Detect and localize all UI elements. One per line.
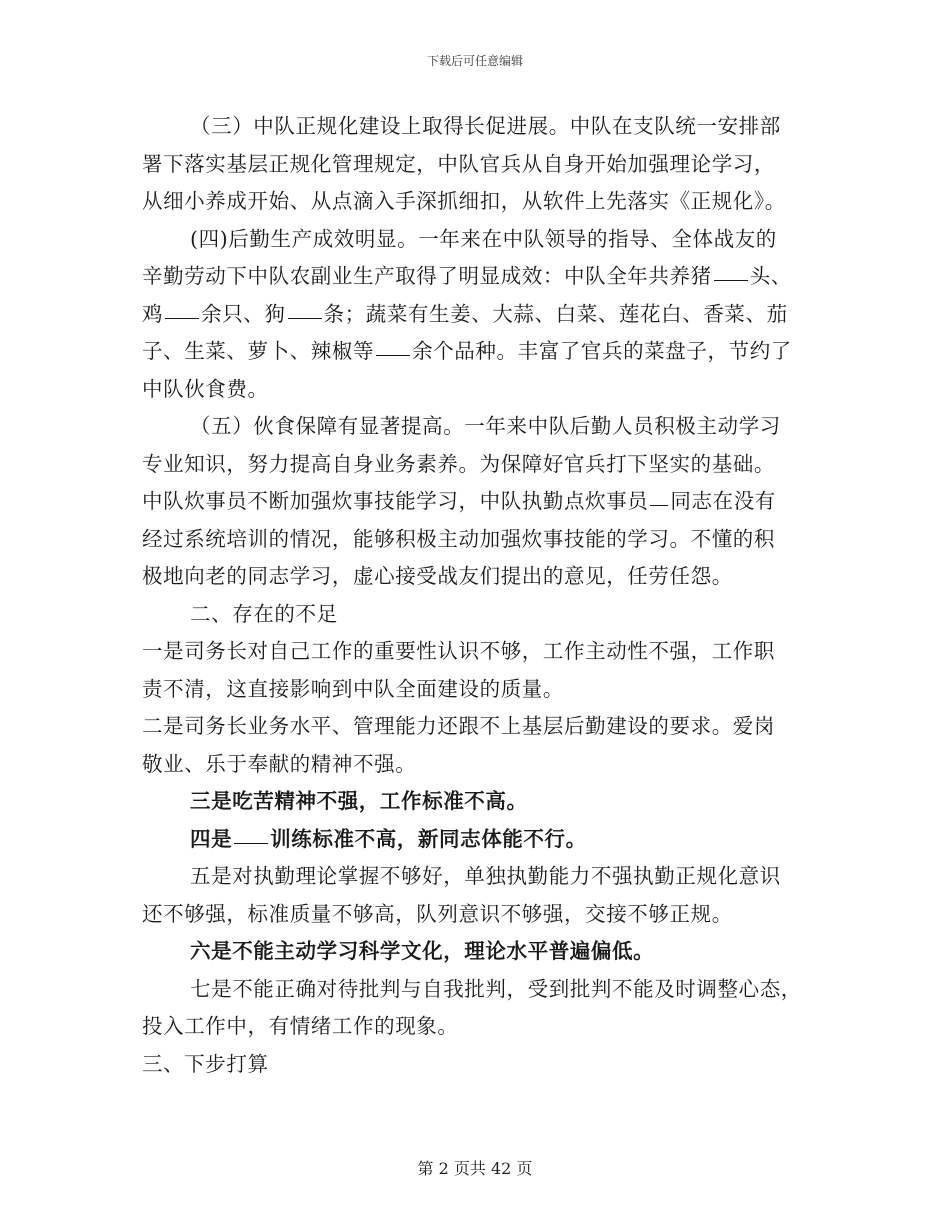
fill-blank (650, 504, 668, 506)
sec5-line-3: 中队炊事员不断加强炊事技能学习，中队执勤点炊事员 同志在没有 (142, 489, 776, 513)
sec5-line-5: 极地向老的同志学习，虚心接受战友们提出的意见，任劳任怨。 (142, 564, 733, 588)
fill-blank (234, 842, 268, 844)
part2-item5-line-1: 五是对执勤理论掌握不够好，单独执勤能力不强执勤正规化意识 (190, 864, 781, 888)
fill-blank (165, 317, 199, 319)
fill-blank (288, 317, 322, 319)
sec5-line-4: 经过系统培训的情况，能够积极主动加强炊事技能的学习。不懂的积 (142, 526, 775, 551)
sec3-line-3: 从细小养成开始、从点滴入手深抓细扣，从软件上先落实《正规化》。 (142, 189, 786, 213)
fill-blank (714, 279, 748, 281)
sec5-line-1: （五）伙食保障有显著提高。一年来中队后勤人员积极主动学习 (190, 414, 781, 438)
sec4-line-2: 辛勤劳动下中队农副业生产取得了明显成效：中队全年共养猪 头、 (142, 264, 792, 288)
page-footer: 第 2 页共 42 页 (417, 1159, 533, 1178)
part2-item2-line-2: 敬业、乐于奉献的精神不强。 (142, 751, 417, 776)
document-body (142, 108, 810, 1083)
part2-item3: 三是吃苦精神不强，工作标准不高。 (190, 789, 528, 813)
page-header: 下载后可任意编辑 (426, 54, 523, 68)
part2-item7-line-2: 投入工作中，有情绪工作的现象。 (142, 1014, 459, 1038)
sec3-line-2: 署下落实基层正规化管理规定，中队官兵从自身开始加强理论学习， (142, 151, 775, 176)
part3-title: 三、下步打算 (142, 1051, 269, 1076)
sec3-line-1: （三）中队正规化建设上取得长促进展。中队在支队统一安排部 (190, 114, 781, 138)
part2-item4: 四是 训练标准不高，新同志体能不行。 (190, 826, 587, 851)
sec4-line-3: 鸡 余只、狗 条；蔬菜有生姜、大蒜、白菜、莲花白、香菜、茄 (142, 301, 788, 326)
sec4-line-4: 子、生菜、萝卜、辣椒等 余个品种。丰富了官兵的菜盘子，节约了 (142, 339, 792, 363)
sec4-line-5: 中队伙食费。 (142, 376, 269, 401)
part2-item6: 六是不能主动学习科学文化，理论水平普遍偏低。 (190, 939, 655, 963)
fill-blank (376, 354, 410, 356)
part2-item1-line-2: 责不清，这直接影响到中队全面建设的质量。 (142, 676, 564, 701)
sec5-line-2: 专业知识，努力提高自身业务素养。为保障好官兵打下坚实的基础。 (142, 451, 775, 476)
part2-item2-line-1: 二是司务长业务水平、管理能力还跟不上基层后勤建设的要求。爱岗 (142, 714, 775, 738)
part2-title: 二、存在的不足 (190, 601, 338, 626)
part2-item1-line-1: 一是司务长对自己工作的重要性认识不够，工作主动性不强，工作职 (142, 639, 775, 663)
part2-item5-line-2: 还不够强，标准质量不够高，队列意识不够强，交接不够正规。 (142, 901, 733, 926)
part2-item7-line-1: 七是不能正确对待批判与自我批判，受到批判不能及时调整心态， (190, 976, 802, 1001)
sec4-line-1: (四)后勤生产成效明显。一年来在中队领导的指导、全体战友的 (190, 226, 777, 251)
